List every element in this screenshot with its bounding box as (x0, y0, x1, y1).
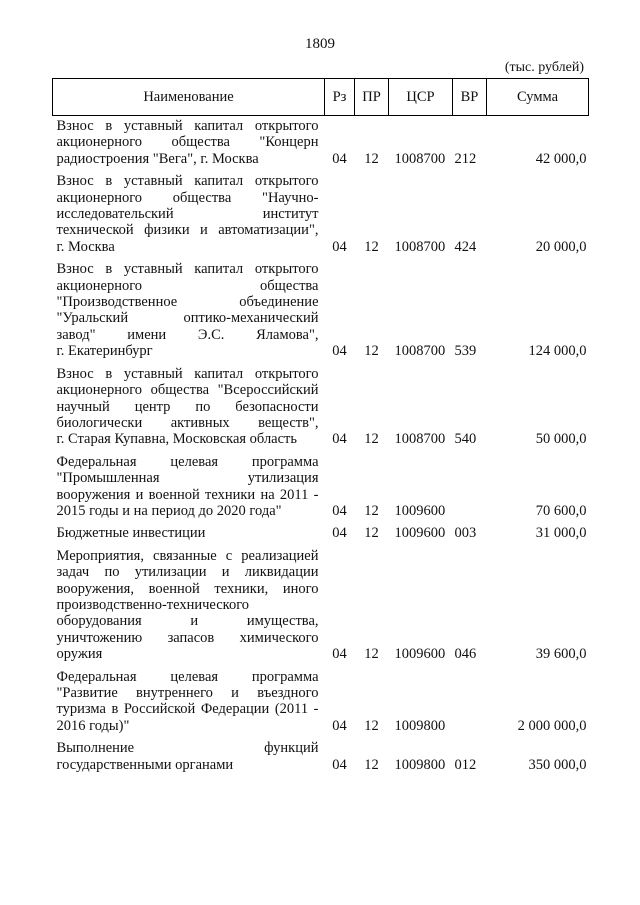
row-pr: 12 (364, 343, 379, 360)
row-name-line: Взнос в уставный капитал открытого (56, 173, 319, 190)
row-pr: 12 (364, 717, 379, 734)
row-name (53, 667, 325, 739)
row-vr: 003 (454, 525, 477, 542)
row-sum: 50 000,0 (535, 431, 587, 448)
row-name (53, 259, 325, 363)
row-pr: 12 (364, 150, 379, 167)
row-name-line: государственными органами (56, 756, 234, 773)
row-vr: 539 (454, 343, 477, 360)
row-name-line: научный центр по безопасности (56, 398, 319, 415)
row-vr: 212 (454, 150, 477, 167)
row-rz: 04 (332, 431, 347, 448)
row-name-line: Бюджетные инвестиции (56, 525, 206, 542)
row-name-line: г. Екатеринбург (56, 343, 153, 360)
row-name (53, 171, 325, 259)
row-sum: 31 000,0 (535, 525, 587, 542)
row-pr: 12 (364, 502, 379, 519)
row-csr: 1009600 (394, 646, 446, 663)
row-name-line: 2016 годы)" (56, 717, 130, 734)
row-name-line: исследовательский институт (56, 206, 319, 223)
table-row (53, 116, 589, 172)
row-vr: 540 (454, 431, 477, 448)
row-name-line: Взнос в уставный капитал открытого (56, 118, 319, 134)
row-name-line: 2015 годы и на период до 2020 года" (56, 502, 282, 519)
row-name-line: уничтожению запасов химического (56, 629, 319, 646)
row-name-line: Взнос в уставный капитал открытого (56, 365, 319, 382)
row-vr: 046 (454, 646, 477, 663)
table-row (53, 667, 589, 739)
header-sum: Сумма (487, 79, 589, 116)
row-name-line: Федеральная целевая программа (56, 668, 319, 685)
row-pr: 12 (364, 646, 379, 663)
table-header-row (53, 79, 589, 116)
row-rz: 04 (332, 646, 347, 663)
table-row (53, 738, 589, 777)
row-csr: 1008700 (394, 343, 446, 360)
header-name: Наименование (53, 79, 325, 116)
row-name-line: технической физики и автоматизации", (56, 222, 319, 239)
table-body (53, 116, 589, 778)
row-name-line: Федеральная целевая программа (56, 453, 319, 470)
table-row (53, 546, 589, 667)
units-label: (тыс. рублей) (504, 60, 584, 75)
row-name-line: туризма в Российской Федерации (2011 - (56, 701, 319, 718)
row-name-line: радиостроения "Вега", г. Москва (56, 150, 259, 167)
row-sum: 20 000,0 (535, 238, 587, 255)
row-vr (453, 452, 487, 524)
row-name-line: вооружения, военной техники, иного (56, 580, 319, 597)
row-name-line: вооружения и военной техники на 2011 - (56, 486, 319, 503)
row-rz: 04 (332, 525, 347, 542)
row-sum: 39 600,0 (535, 646, 587, 663)
row-name-line: акционерного общества "Концерн (56, 134, 319, 151)
header-rz: Рз (325, 79, 355, 116)
row-vr: 424 (454, 238, 477, 255)
row-name-line: Выполнение функций (56, 740, 319, 757)
table-row (53, 523, 589, 545)
row-vr: 012 (454, 756, 477, 773)
row-csr: 1009800 (394, 717, 446, 734)
row-pr: 12 (364, 756, 379, 773)
row-vr (453, 667, 487, 739)
row-sum: 124 000,0 (528, 343, 587, 360)
table-row (53, 364, 589, 452)
page-number: 1809 (305, 36, 335, 52)
row-name-line: "Производственное объединение (56, 294, 319, 311)
row-name-line: акционерного общества "Научно- (56, 189, 319, 206)
row-name-line: производственно-технического (56, 596, 250, 613)
row-rz: 04 (332, 238, 347, 255)
row-name-line: биологически активных веществ", (56, 414, 319, 431)
row-pr: 12 (364, 525, 379, 542)
row-rz: 04 (332, 343, 347, 360)
header-vr: ВР (453, 79, 487, 116)
header-csr: ЦСР (389, 79, 453, 116)
row-csr: 1009600 (394, 502, 446, 519)
row-csr: 1009600 (394, 525, 446, 542)
table-row (53, 452, 589, 524)
row-name-line: завод" имени Э.С. Яламова", (56, 326, 319, 343)
row-csr: 1008700 (394, 238, 446, 255)
row-name-line: оборудования и имущества, (56, 613, 319, 630)
row-csr: 1008700 (394, 431, 446, 448)
row-name (53, 738, 325, 777)
row-name (53, 452, 325, 524)
row-rz: 04 (332, 717, 347, 734)
budget-table (52, 78, 589, 777)
row-name (53, 116, 325, 172)
row-name (53, 523, 325, 545)
row-sum: 350 000,0 (528, 756, 587, 773)
row-name (53, 364, 325, 452)
row-rz: 04 (332, 502, 347, 519)
row-name-line: г. Старая Купавна, Московская область (56, 431, 298, 448)
row-rz: 04 (332, 150, 347, 167)
row-sum: 70 600,0 (535, 502, 587, 519)
row-csr: 1008700 (394, 150, 446, 167)
row-pr: 12 (364, 238, 379, 255)
header-pr: ПР (355, 79, 389, 116)
row-name-line: акционерного общества (56, 277, 319, 294)
row-name-line: оружия (56, 646, 103, 663)
row-name-line: "Развитие внутреннего и въездного (56, 685, 319, 701)
table-row (53, 259, 589, 363)
row-pr: 12 (364, 431, 379, 448)
row-rz: 04 (332, 756, 347, 773)
row-name-line: Мероприятия, связанные с реализацией (56, 547, 319, 564)
row-name-line: "Промышленная утилизация (56, 470, 319, 487)
table-row (53, 171, 589, 259)
row-name (53, 546, 325, 667)
row-name-line: акционерного общества "Всероссийский (56, 382, 319, 399)
row-name-line: г. Москва (56, 238, 115, 255)
row-sum: 2 000 000,0 (517, 717, 587, 734)
row-name-line: задач по утилизации и ликвидации (56, 564, 319, 581)
row-sum: 42 000,0 (535, 150, 587, 167)
row-csr: 1009800 (394, 756, 446, 773)
row-name-line: "Уральский оптико-механический (56, 310, 319, 327)
row-name-line: Взнос в уставный капитал открытого (56, 261, 319, 278)
